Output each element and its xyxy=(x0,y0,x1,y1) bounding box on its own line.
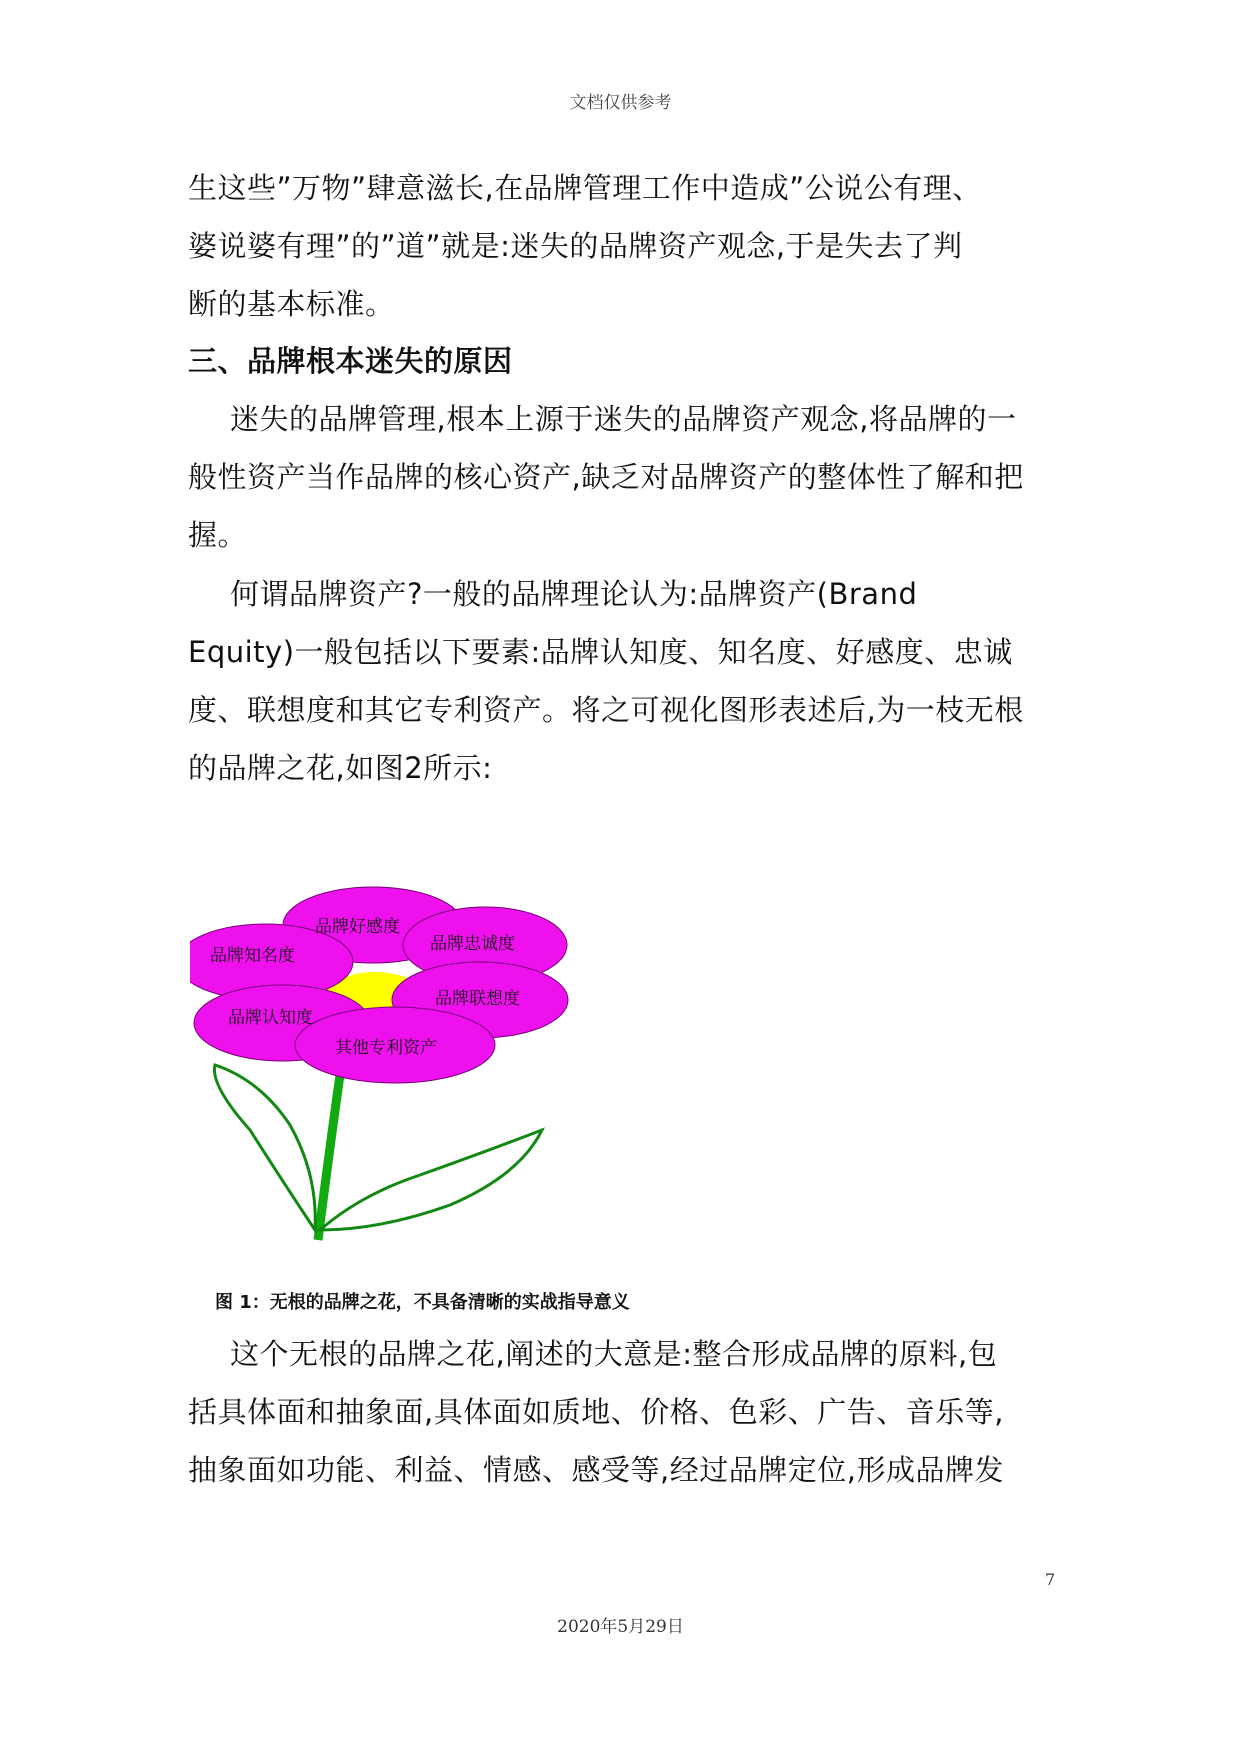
body-line-11: 的品牌之花,如图2所示: xyxy=(188,751,493,785)
body-line-8: 何谓品牌资产?一般的品牌理论认为:品牌资产(Brand xyxy=(230,577,918,611)
brand-flower-figure xyxy=(190,885,660,1315)
right-leaf xyxy=(320,1130,542,1230)
label-loyal: 品牌忠诚度 xyxy=(430,934,515,954)
section-heading: 三、品牌根本迷失的原因 xyxy=(188,344,513,378)
label-assoc: 品牌联想度 xyxy=(435,989,520,1009)
body-line-14: 抽象面如功能、利益、情感、感受等,经过品牌定位,形成品牌发 xyxy=(188,1453,1004,1487)
body-line-12: 这个无根的品牌之花,阐述的大意是:整合形成品牌的原料,包 xyxy=(230,1337,998,1371)
body-line-3: 断的基本标准。 xyxy=(188,287,395,321)
label-cog: 品牌认知度 xyxy=(228,1008,313,1028)
body-line-13: 括具体面和抽象面,具体面如质地、价格、色彩、广告、音乐等, xyxy=(188,1395,1004,1429)
body-line-1: 生这些”万物”肆意滋长,在品牌管理工作中造成”公说公有理、 xyxy=(188,171,982,205)
flower-diagram xyxy=(190,885,660,1315)
body-line-5: 迷失的品牌管理,根本上源于迷失的品牌资产观念,将品牌的一 xyxy=(230,402,1017,436)
label-known: 品牌知名度 xyxy=(210,946,295,966)
body-line-10: 度、联想度和其它专利资产。将之可视化图形表述后,为一枝无根 xyxy=(188,693,1024,727)
body-line-9: Equity)一般包括以下要素:品牌认知度、知名度、好感度、忠诚 xyxy=(188,635,1013,669)
page-header: 文档仅供参考 xyxy=(569,93,672,113)
figure-caption: 图 1：无根的品牌之花，不具备清晰的实战指导意义 xyxy=(215,1292,630,1313)
body-line-6: 般性资产当作品牌的核心资产,缺乏对品牌资产的整体性了解和把 xyxy=(188,460,1024,494)
body-line-2: 婆说婆有理”的”道”就是:迷失的品牌资产观念,于是失去了判 xyxy=(188,229,963,263)
label-other: 其他专利资产 xyxy=(335,1038,437,1058)
page-footer-date: 2020年5月29日 xyxy=(557,1617,684,1637)
left-leaf xyxy=(214,1065,315,1230)
label-good: 品牌好感度 xyxy=(315,917,400,937)
page-number: 7 xyxy=(1045,1570,1056,1589)
body-line-7: 握。 xyxy=(188,518,248,552)
